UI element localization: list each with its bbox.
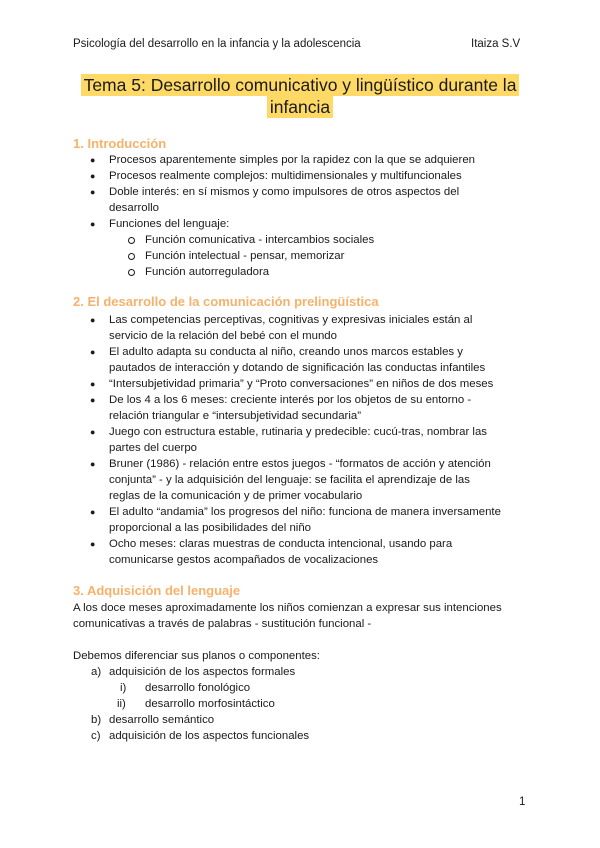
list-item: Juego con estructura estable, rutinaria y predecible: cucú-tras, nombrar las — [109, 426, 487, 438]
bullet-dot: ● — [90, 347, 96, 357]
title-line-1: Tema 5: Desarrollo comunicativo y lingüístico durante la — [81, 74, 520, 96]
paragraph-line: Debemos diferenciar sus planos o componentes: — [73, 650, 320, 662]
title-line-2: infancia — [267, 96, 333, 118]
list-marker-a: a) — [91, 666, 102, 678]
bullet-dot: ● — [90, 171, 96, 181]
sub-list-item: desarrollo fonológico — [145, 682, 251, 694]
sub-list-item: Función intelectual - pensar, memorizar — [145, 250, 345, 262]
bullet-dot: ● — [90, 219, 96, 229]
list-item: desarrollo semántico — [109, 714, 215, 726]
list-item: De los 4 a los 6 meses: creciente interés por los objetos de su entorno - — [109, 394, 472, 406]
list-item-continuation: relación triangular e “intersubjetividad secundaria” — [109, 410, 361, 422]
list-item: Doble interés: en sí mismos y como impulsores de otros aspectos del — [109, 186, 460, 198]
list-item: Las competencias perceptivas, cognitivas y expresivas iniciales están al — [109, 314, 473, 326]
sub-list-item: Función autorreguladora — [145, 266, 270, 278]
section-heading-adquisicion-lenguaje: 3. Adquisición del lenguaje — [73, 583, 241, 598]
list-item: Procesos realmente complejos: multidimensionales y multifuncionales — [109, 170, 462, 182]
list-item-continuation: servicio de la relación del bebé con el mundo — [109, 330, 337, 342]
list-item: “Intersubjetividad primaria” y “Proto conversaciones” en niños de dos meses — [109, 378, 494, 390]
list-item-continuation: conjunta” - y la adquisición del lenguaje: se facilita el aprendizaje de las — [109, 474, 470, 486]
list-item-continuation: proporcional a las posibilidades del niño — [109, 522, 312, 534]
header-course-title: Psicología del desarrollo en la infancia y la adolescencia — [73, 38, 361, 50]
list-item-continuation: reglas de la comunicación y de primer vocabulario — [109, 490, 363, 502]
sub-list-item: desarrollo morfosintáctico — [145, 698, 275, 710]
list-item-continuation: partes del cuerpo — [109, 442, 198, 454]
list-marker-c: c) — [91, 730, 101, 742]
bullet-dot: ● — [90, 427, 96, 437]
list-item: Funciones del lenguaje: — [109, 218, 230, 230]
paragraph-line: A los doce meses aproximadamente los niños comienzan a expresar sus intenciones — [73, 602, 502, 614]
list-item: El adulto adapta su conducta al niño, creando unos marcos estables y — [109, 346, 463, 358]
bullet-dot: ● — [90, 379, 96, 389]
list-item-continuation: comunicarse gestos acompañados de vocalizaciones — [109, 554, 379, 566]
list-item: Ocho meses: claras muestras de conducta intencional, usando para — [109, 538, 453, 550]
header-author: Itaiza S.V — [471, 38, 521, 50]
list-marker-i: i) — [120, 682, 127, 694]
bullet-dot: ● — [90, 507, 96, 517]
list-marker-ii: ii) — [117, 698, 126, 710]
bullet-dot: ● — [90, 459, 96, 469]
section-heading-introduccion: 1. Introducción — [73, 136, 167, 151]
page-number: 1 — [519, 796, 526, 808]
list-marker-b: b) — [91, 714, 102, 726]
section-heading-comunicacion-prelinguistica: 2. El desarrollo de la comunicación prelingüística — [73, 294, 379, 309]
sub-bullet-circle — [128, 237, 135, 244]
list-item: Bruner (1986) - relación entre estos juegos - “formatos de acción y atención — [109, 458, 491, 470]
page-title — [40, 74, 560, 118]
bullet-dot: ● — [90, 155, 96, 165]
sub-bullet-circle — [128, 269, 135, 276]
list-item: Procesos aparentemente simples por la rapidez con la que se adquieren — [109, 154, 475, 166]
list-item: adquisición de los aspectos formales — [109, 666, 296, 678]
list-item-continuation: desarrollo — [109, 202, 160, 214]
list-item: adquisición de los aspectos funcionales — [109, 730, 310, 742]
sub-bullet-circle — [128, 253, 135, 260]
sub-list-item: Función comunicativa - intercambios sociales — [145, 234, 375, 246]
list-item: El adulto “andamia” los progresos del niño: funciona de manera inversamente — [109, 506, 501, 518]
list-item-continuation: pautados de interacción y dotando de significación las conductas infantiles — [109, 362, 486, 374]
paragraph-line: comunicativas a través de palabras - sustitución funcional - — [73, 618, 372, 630]
bullet-dot: ● — [90, 187, 96, 197]
bullet-dot: ● — [90, 315, 96, 325]
bullet-dot: ● — [90, 539, 96, 549]
bullet-dot: ● — [90, 395, 96, 405]
